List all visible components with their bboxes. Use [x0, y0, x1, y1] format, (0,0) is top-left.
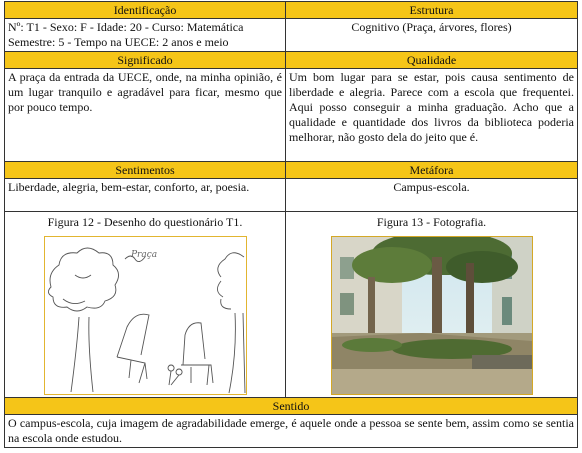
header-sentimentos: Sentimentos — [5, 162, 286, 179]
questionnaire-drawing — [44, 236, 247, 395]
header-sentido: Sentido — [5, 398, 578, 415]
header-metafora: Metáfora — [286, 162, 578, 179]
metafora-cell: Campus-escola. — [286, 179, 578, 212]
park-sketch-image — [45, 237, 246, 394]
campus-photo — [331, 236, 533, 395]
header-estrutura: Estrutura — [286, 2, 578, 19]
figure-13-cell — [286, 212, 578, 398]
identificacao-cell — [5, 19, 286, 52]
sentido-cell: O campus-escola, cuja imagem de agradabilidade emerge, é aquele onde a pessoa se sente bem, assim como se sentia na escola onde estudou. — [5, 415, 578, 448]
campus-photo-image — [332, 237, 532, 394]
header-identificacao: Identificação — [5, 2, 286, 19]
header-qualidade: Qualidade — [286, 52, 578, 69]
figure-12-caption: Figura 12 - Desenho do questionário T1. — [47, 215, 243, 229]
figure-12-cell — [5, 212, 286, 398]
header-significado: Significado — [5, 52, 286, 69]
identificacao-line-1: Nº: T1 - Sexo: F - Idade: 20 - Curso: Matemática — [8, 20, 244, 34]
estrutura-cell: Cognitivo (Praça, árvores, flores) — [286, 19, 578, 52]
identificacao-line-2: Semestre: 5 - Tempo na UECE: 2 anos e meio — [8, 35, 229, 49]
significado-cell: A praça da entrada da UECE, onde, na minha opinião, é um lugar tranquilo e agradável para ficar, mesmo que por pouco tempo. — [5, 69, 286, 162]
drawing-handwriting: Praça — [130, 250, 157, 260]
qualidade-cell: Um bom lugar para se estar, pois causa sentimento de liberdade e alegria. Parece com a escola que frequentei. Aqui posso conseguir a minha graduação. Acho que a qualidade e quantidade dos livros da biblioteca poderia melhorar, não gosto dela do jeito que é. — [286, 69, 578, 162]
sentimentos-cell: Liberdade, alegria, bem-estar, conforto, ar, poesia. — [5, 179, 286, 212]
questionnaire-table — [4, 1, 578, 448]
figure-13-caption: Figura 13 - Fotografia. — [376, 215, 487, 229]
